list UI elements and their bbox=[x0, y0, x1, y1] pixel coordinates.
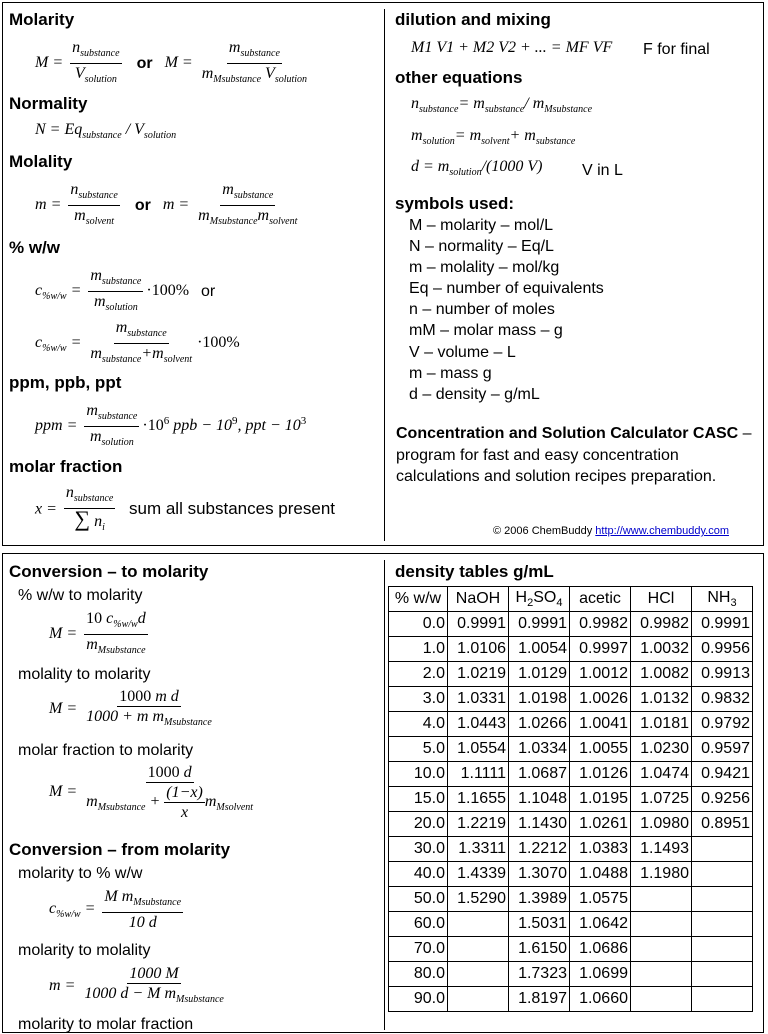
density-cell: 1.0082 bbox=[631, 662, 692, 687]
density-cell: 1.0106 bbox=[448, 637, 509, 662]
concentration-cell: 20.0 bbox=[389, 812, 448, 837]
molality-to-molarity-label: molality to molarity bbox=[18, 666, 151, 683]
density-cell: 1.0699 bbox=[570, 962, 631, 987]
column-divider bbox=[384, 560, 385, 1030]
density-cell: 1.0660 bbox=[570, 987, 631, 1012]
col-header: % w/w bbox=[389, 587, 448, 612]
dilution-formula: M1 V1 + M2 V2 + ... = MF VF bbox=[411, 39, 613, 56]
density-cell bbox=[631, 937, 692, 962]
concentration-cell: 50.0 bbox=[389, 887, 448, 912]
density-cell bbox=[448, 937, 509, 962]
density-cell: 1.0331 bbox=[448, 687, 509, 712]
molarity-heading: Molarity bbox=[9, 10, 75, 29]
table-row bbox=[389, 912, 753, 937]
density-cell bbox=[631, 912, 692, 937]
table-row bbox=[389, 737, 753, 762]
density-cell: 1.0383 bbox=[570, 837, 631, 862]
ww-formula-2: $c_{\%w/w}$ = $\frac{m_{substance}}{m_{substance}+m_{solvent}}$ ·100% bbox=[35, 319, 240, 365]
density-cell: 0.9997 bbox=[570, 637, 631, 662]
density-cell: 1.1111 bbox=[448, 762, 509, 787]
dilution-heading: dilution and mixing bbox=[395, 10, 551, 29]
density-cell: 0.9792 bbox=[692, 712, 753, 737]
concentration-cell: 60.0 bbox=[389, 912, 448, 937]
density-cell: 1.3311 bbox=[448, 837, 509, 862]
density-cell: 1.3070 bbox=[509, 862, 570, 887]
molar-fraction-note: sum all substances present bbox=[129, 499, 335, 518]
conversion-from-heading: Conversion – from molarity bbox=[9, 840, 231, 859]
normality-formula: $N = Eq_{substance} / V_{solution}$ bbox=[35, 121, 177, 141]
density-cell bbox=[448, 912, 509, 937]
concentration-cell: 15.0 bbox=[389, 787, 448, 812]
density-cell: 0.9956 bbox=[692, 637, 753, 662]
other-eq-2: $m_{solution}= m_{solvent}+ m_{substance}$ bbox=[411, 127, 576, 147]
concentration-cell: 2.0 bbox=[389, 662, 448, 687]
density-cell: 1.0488 bbox=[570, 862, 631, 887]
concentration-cell: 70.0 bbox=[389, 937, 448, 962]
molality-formula: m = $\frac{n_{substance}}{m_{solvent}}$ or m = $\frac{m_{substance}}{m_{Msubstance}m_{solvent}}$ bbox=[35, 181, 298, 227]
table-row bbox=[389, 962, 753, 987]
density-header-row bbox=[389, 587, 753, 612]
other-eq-1: $n_{substance}= m_{substance}/$ $m_{Msubstance}$ bbox=[411, 95, 593, 115]
casc-title: Concentration and Solution Calculator CASC bbox=[396, 425, 739, 442]
density-cell: 1.6150 bbox=[509, 937, 570, 962]
concentration-cell: 4.0 bbox=[389, 712, 448, 737]
molarity-to-molality-formula: m = $\frac{1000 M}{1000 d - M m_{Msubstance}}$ bbox=[49, 965, 224, 1005]
density-cell: 1.0686 bbox=[570, 937, 631, 962]
table-row bbox=[389, 612, 753, 637]
density-cell: 1.0474 bbox=[631, 762, 692, 787]
molarity-to-molality-label: molarity to molality bbox=[18, 942, 151, 959]
column-divider bbox=[384, 9, 385, 541]
density-cell: 1.0230 bbox=[631, 737, 692, 762]
molarity-to-ww-formula: $c_{\%w/w}$ = $\frac{M m_{Msubstance}}{10 d}$ bbox=[49, 888, 182, 931]
concentration-cell: 5.0 bbox=[389, 737, 448, 762]
density-cell: 1.2219 bbox=[448, 812, 509, 837]
density-cell: 1.0032 bbox=[631, 637, 692, 662]
concentration-cell: 80.0 bbox=[389, 962, 448, 987]
density-cell: 1.0443 bbox=[448, 712, 509, 737]
density-table-body bbox=[389, 612, 753, 1012]
col-header: HCl bbox=[631, 587, 692, 612]
density-cell: 1.1430 bbox=[509, 812, 570, 837]
ww-to-molarity-label: % w/w to molarity bbox=[18, 587, 143, 604]
symbol-item: n – number of moles bbox=[409, 301, 555, 318]
density-cell: 0.9982 bbox=[570, 612, 631, 637]
density-cell: 0.9832 bbox=[692, 687, 753, 712]
density-cell: 1.0195 bbox=[570, 787, 631, 812]
table-row bbox=[389, 687, 753, 712]
table-row bbox=[389, 887, 753, 912]
molar-fraction-heading: molar fraction bbox=[9, 457, 123, 476]
density-cell: 1.0126 bbox=[570, 762, 631, 787]
density-cell: 0.9991 bbox=[448, 612, 509, 637]
casc-promo bbox=[396, 423, 756, 488]
table-row bbox=[389, 662, 753, 687]
symbol-item: M – molarity – mol/L bbox=[409, 217, 554, 234]
density-cell: 1.4339 bbox=[448, 862, 509, 887]
density-cell: 0.9421 bbox=[692, 762, 753, 787]
concentration-cell: 3.0 bbox=[389, 687, 448, 712]
table-row bbox=[389, 712, 753, 737]
density-cell: 1.0575 bbox=[570, 887, 631, 912]
symbol-item: m – molality – mol/kg bbox=[409, 259, 560, 276]
density-cell bbox=[448, 962, 509, 987]
density-cell bbox=[692, 862, 753, 887]
other-eq-3-note: V in L bbox=[582, 162, 623, 179]
density-cell: 1.0266 bbox=[509, 712, 570, 737]
col-header: $NH_3$ bbox=[692, 587, 753, 612]
density-cell: 1.1655 bbox=[448, 787, 509, 812]
chembuddy-link[interactable]: http://www.chembuddy.com bbox=[595, 525, 729, 537]
density-cell: 1.0725 bbox=[631, 787, 692, 812]
density-cell: 1.5290 bbox=[448, 887, 509, 912]
density-cell: 1.0261 bbox=[570, 812, 631, 837]
density-cell: 0.9913 bbox=[692, 662, 753, 687]
table-row bbox=[389, 762, 753, 787]
other-equations-heading: other equations bbox=[395, 68, 523, 87]
symbol-item: m – mass g bbox=[409, 365, 492, 382]
density-cell: 1.0642 bbox=[570, 912, 631, 937]
dilution-note: F for final bbox=[643, 41, 710, 58]
density-cell: 1.0132 bbox=[631, 687, 692, 712]
density-heading: density tables g/mL bbox=[395, 562, 554, 581]
concentration-cell: 30.0 bbox=[389, 837, 448, 862]
density-cell bbox=[631, 987, 692, 1012]
density-cell bbox=[692, 962, 753, 987]
table-row bbox=[389, 837, 753, 862]
density-cell bbox=[631, 962, 692, 987]
density-cell: 1.0687 bbox=[509, 762, 570, 787]
density-cell: 0.9991 bbox=[692, 612, 753, 637]
ppm-formula: ppm = $\frac{m_{substance}}{m_{solution}}$ $\cdot 10^6$ ppb − $10^9$, ppt − $10^3$ bbox=[35, 402, 307, 448]
symbol-item: N – normality – Eq/L bbox=[409, 238, 554, 255]
density-cell: 1.8197 bbox=[509, 987, 570, 1012]
density-cell: 1.2212 bbox=[509, 837, 570, 862]
molarity-to-fraction-label: molarity to molar fraction bbox=[18, 1016, 194, 1033]
density-cell bbox=[692, 937, 753, 962]
ww-to-molarity-formula: M = $\frac{10 c_{\%w/w}d}{m_{Msubstance}}$ bbox=[49, 610, 146, 656]
formula-card-bottom bbox=[2, 553, 764, 1033]
density-cell: 1.0026 bbox=[570, 687, 631, 712]
density-cell: 0.8951 bbox=[692, 812, 753, 837]
concentration-cell: 0.0 bbox=[389, 612, 448, 637]
molarity-formula: M = $\frac{n_{substance}}{V_{solution}}$ or M = $\frac{m_{substance}}{m_{Msubstance} V_{solution}}$ bbox=[35, 39, 308, 85]
molar-fraction-formula: x = $\frac{n_{substance}}{\sum n_i}$ bbox=[35, 484, 114, 533]
density-cell: 0.9597 bbox=[692, 737, 753, 762]
concentration-cell: 90.0 bbox=[389, 987, 448, 1012]
density-cell: 1.0198 bbox=[509, 687, 570, 712]
density-cell bbox=[631, 887, 692, 912]
concentration-cell: 1.0 bbox=[389, 637, 448, 662]
density-cell: 1.0055 bbox=[570, 737, 631, 762]
density-cell: 1.5031 bbox=[509, 912, 570, 937]
table-row bbox=[389, 787, 753, 812]
symbols-heading: symbols used: bbox=[395, 194, 515, 213]
density-cell: 1.0980 bbox=[631, 812, 692, 837]
symbol-item: d – density – g/mL bbox=[409, 386, 540, 403]
density-cell bbox=[692, 987, 753, 1012]
ppm-heading: ppm, ppb, ppt bbox=[9, 373, 122, 392]
molality-to-molarity-formula: M = $\frac{\text{1000 m d}}{1000 + m m_{Msubstance}}$ bbox=[49, 688, 212, 728]
ww-formula-1: $c_{\%w/w}$ = $\frac{m_{substance}}{m_{solution}}$ ·100% or bbox=[35, 267, 216, 313]
col-header: NaOH bbox=[448, 587, 509, 612]
density-cell: 1.0054 bbox=[509, 637, 570, 662]
fraction-to-molarity-formula: M = 1000 d $m_{Msubstance}$ + $\frac{(1-x)}{x}$ $m_{Msolvent}$ bbox=[49, 764, 254, 821]
density-cell bbox=[448, 987, 509, 1012]
casc-description: – program for fast and easy concentration calculations and solution recipes preparation. bbox=[396, 425, 752, 485]
density-table bbox=[388, 586, 753, 1012]
molality-heading: Molality bbox=[9, 152, 73, 171]
normality-heading: Normality bbox=[9, 94, 88, 113]
ww-heading: % w/w bbox=[9, 238, 61, 257]
fraction-to-molarity-label: molar fraction to molarity bbox=[18, 742, 194, 759]
table-row bbox=[389, 812, 753, 837]
table-row bbox=[389, 637, 753, 662]
concentration-cell: 40.0 bbox=[389, 862, 448, 887]
table-row bbox=[389, 937, 753, 962]
density-cell: 1.1980 bbox=[631, 862, 692, 887]
copyright: © 2006 ChemBuddy http://www.chembuddy.com bbox=[493, 525, 729, 537]
density-cell: 1.0334 bbox=[509, 737, 570, 762]
col-header: acetic bbox=[570, 587, 631, 612]
molarity-to-ww-label: molarity to % w/w bbox=[18, 865, 143, 882]
density-cell: 1.0041 bbox=[570, 712, 631, 737]
other-eq-3: $d = m_{solution}/(1000$ V) bbox=[411, 158, 543, 178]
density-cell: 1.1048 bbox=[509, 787, 570, 812]
concentration-cell: 10.0 bbox=[389, 762, 448, 787]
density-cell: 1.0181 bbox=[631, 712, 692, 737]
density-cell: 0.9256 bbox=[692, 787, 753, 812]
density-cell: 1.0012 bbox=[570, 662, 631, 687]
symbol-item: mM – molar mass – g bbox=[409, 322, 563, 339]
density-cell: 1.1493 bbox=[631, 837, 692, 862]
density-cell: 0.9991 bbox=[509, 612, 570, 637]
symbol-item: Eq – number of equivalents bbox=[409, 280, 604, 297]
density-cell: 1.3989 bbox=[509, 887, 570, 912]
density-cell: 1.7323 bbox=[509, 962, 570, 987]
density-cell: 1.0219 bbox=[448, 662, 509, 687]
col-header: $H_2SO_4$ bbox=[509, 587, 570, 612]
density-cell: 1.0554 bbox=[448, 737, 509, 762]
density-cell: 0.9982 bbox=[631, 612, 692, 637]
density-cell bbox=[692, 837, 753, 862]
conversion-to-heading: Conversion – to molarity bbox=[9, 562, 209, 581]
density-cell: 1.0129 bbox=[509, 662, 570, 687]
table-row bbox=[389, 862, 753, 887]
table-row bbox=[389, 987, 753, 1012]
density-cell bbox=[692, 887, 753, 912]
formula-card-top bbox=[2, 2, 764, 546]
density-cell bbox=[692, 912, 753, 937]
symbol-item: V – volume – L bbox=[409, 344, 516, 361]
